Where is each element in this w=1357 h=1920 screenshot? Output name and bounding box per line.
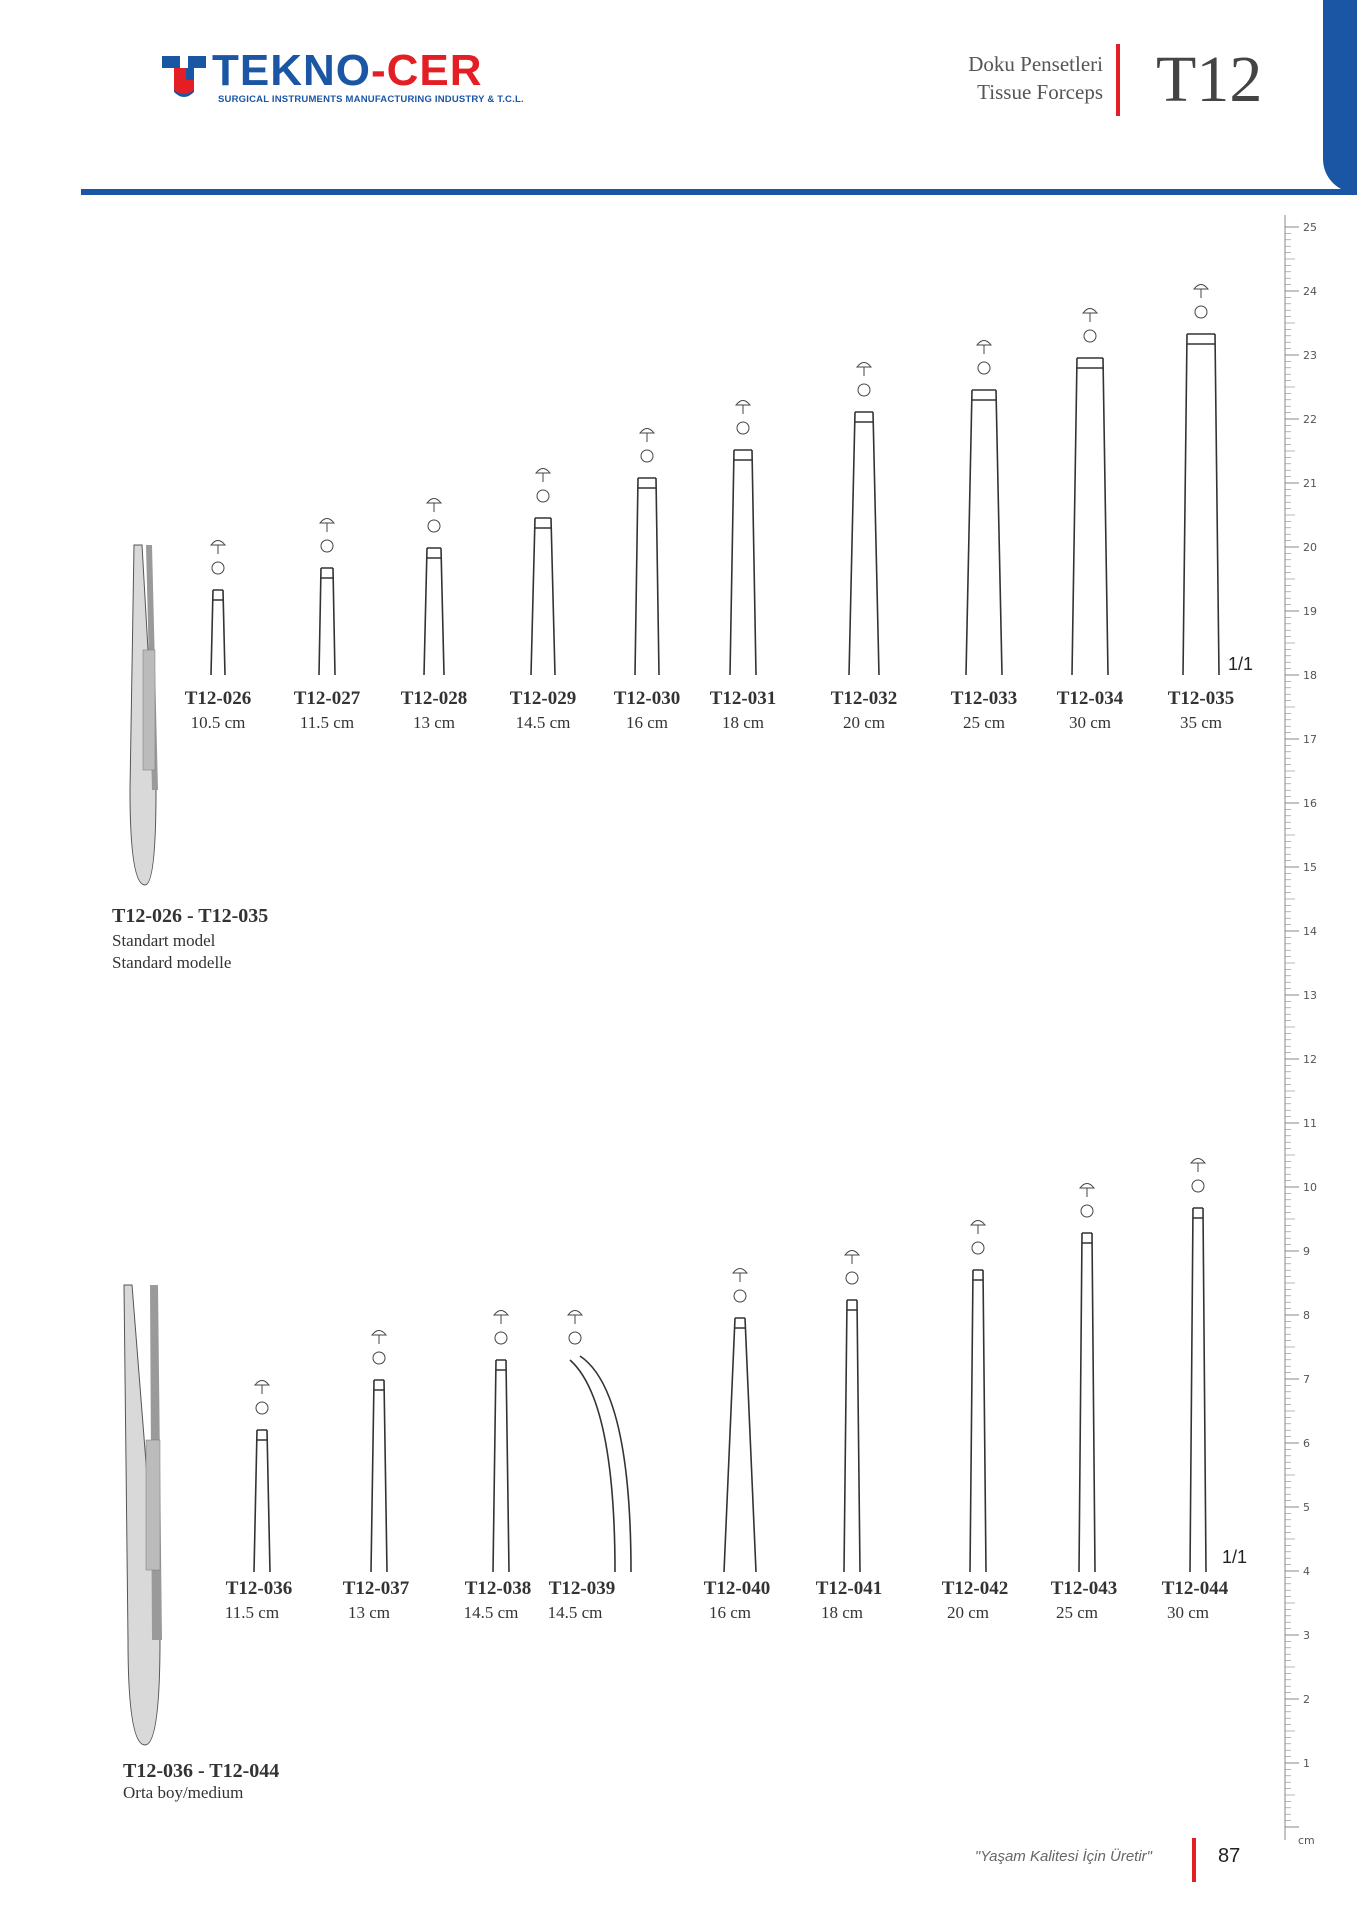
medium-forceps-illustration (124, 1285, 162, 1745)
standard-group-desc-tr: Standart model (112, 931, 216, 950)
model-code: T12-043 (1050, 1578, 1118, 1599)
footer-slogan: "Yaşam Kalitesi İçin Üretir" (974, 1848, 1152, 1865)
forceps-outline (730, 450, 756, 675)
model-size: 13 cm (347, 1603, 391, 1622)
medium-group-desc: Orta boy/medium (123, 1783, 244, 1802)
ruler-tick-label-19: 19 (1303, 605, 1317, 618)
tip-profile-icon (1191, 1159, 1205, 1173)
medium-scale-note: 1/1 (1222, 1547, 1248, 1567)
ruler-tick-label-11: 11 (1303, 1117, 1317, 1130)
tip-profile-icon (427, 499, 441, 513)
ruler-tick-label-3: 3 (1303, 1629, 1310, 1642)
model-code: T12-031 (709, 688, 777, 709)
forceps-item-t12-038 (493, 1311, 509, 1573)
forceps-item-t12-027 (319, 519, 335, 676)
ruler-tick-label-22: 22 (1303, 413, 1317, 426)
tip-profile-icon (494, 1311, 508, 1325)
category-title-en: Tissue Forceps (977, 80, 1103, 104)
forceps-item-t12-044 (1190, 1159, 1206, 1573)
model-code: T12-036 (225, 1578, 293, 1599)
tip-profile-icon (320, 519, 334, 533)
forceps-outline (970, 1270, 986, 1572)
tip-detail-icon (1192, 1180, 1204, 1192)
tip-detail-icon (256, 1402, 268, 1414)
forceps-item-t12-032 (849, 363, 879, 676)
ruler-tick-label-13: 13 (1303, 989, 1317, 1002)
forceps-outline (531, 518, 555, 675)
tip-profile-icon (568, 1311, 582, 1325)
model-code: T12-040 (703, 1578, 771, 1599)
ruler-tick-label-25: 25 (1303, 221, 1317, 234)
forceps-outline (1183, 334, 1219, 675)
model-code: T12-044 (1161, 1578, 1229, 1599)
forceps-item-t12-043 (1079, 1184, 1095, 1573)
forceps-item-t12-036 (254, 1381, 270, 1573)
tip-detail-icon (428, 520, 440, 532)
tip-profile-icon (1080, 1184, 1094, 1198)
model-code: T12-041 (815, 1578, 883, 1599)
ruler-tick-label-10: 10 (1303, 1181, 1317, 1194)
category-title-tr: Doku Pensetleri (968, 52, 1103, 76)
forceps-item-t12-035 (1183, 285, 1219, 676)
forceps-outline (211, 590, 225, 675)
model-code: T12-038 (464, 1578, 532, 1599)
ruler-tick-label-15: 15 (1303, 861, 1317, 874)
model-code: T12-039 (548, 1578, 616, 1599)
tip-detail-icon (1081, 1205, 1093, 1217)
tip-detail-icon (495, 1332, 507, 1344)
tip-profile-icon (971, 1221, 985, 1235)
tip-profile-icon (857, 363, 871, 377)
model-size: 30 cm (1068, 713, 1112, 732)
forceps-outline (635, 478, 659, 675)
forceps-outline (1190, 1208, 1206, 1572)
standard-group-desc-en: Standard modelle (112, 953, 232, 972)
tip-profile-icon (211, 541, 225, 555)
forceps-outline (844, 1300, 860, 1572)
ruler-tick-label-24: 24 (1303, 285, 1317, 298)
tip-profile-icon (977, 341, 991, 355)
model-size: 14.5 cm (463, 1603, 519, 1622)
forceps-item-t12-029 (531, 469, 555, 676)
model-size: 25 cm (1055, 1603, 1099, 1622)
model-code: T12-028 (400, 688, 468, 709)
ruler-tick-label-6: 6 (1303, 1437, 1310, 1450)
brand-subtitle: SURGICAL INSTRUMENTS MANUFACTURING INDUSTRY & T.C.L. (218, 94, 524, 105)
forceps-item-t12-031 (730, 401, 756, 676)
tip-profile-icon (372, 1331, 386, 1345)
tip-profile-icon (255, 1381, 269, 1395)
ruler-tick-label-18: 18 (1303, 669, 1317, 682)
forceps-outline (724, 1318, 756, 1572)
standard-group-range: T12-026 - T12-035 (112, 905, 269, 927)
tip-detail-icon (569, 1332, 581, 1344)
tip-detail-icon (737, 422, 749, 434)
model-code: T12-032 (830, 688, 898, 709)
forceps-outline (254, 1430, 270, 1572)
model-size: 25 cm (962, 713, 1006, 732)
ruler-tick-label-1: 1 (1303, 1757, 1310, 1770)
medium-forceps-drawings (0, 1000, 1357, 1800)
forceps-outline (424, 548, 444, 675)
forceps-item-t12-033 (966, 341, 1002, 676)
model-size: 20 cm (842, 713, 886, 732)
tip-detail-icon (972, 1242, 984, 1254)
ruler-tick-label-21: 21 (1303, 477, 1317, 490)
model-code: T12-026 (184, 688, 252, 709)
medium-group-range: T12-036 - T12-044 (123, 1760, 280, 1782)
model-size: 11.5 cm (299, 713, 355, 732)
model-code: T12-027 (293, 688, 361, 709)
forceps-outline (1079, 1233, 1095, 1572)
model-size: 18 cm (721, 713, 765, 732)
forceps-item-t12-041 (844, 1251, 860, 1573)
tip-detail-icon (734, 1290, 746, 1302)
tip-profile-icon (845, 1251, 859, 1265)
model-code: T12-033 (950, 688, 1018, 709)
ruler-tick-label-4: 4 (1303, 1565, 1310, 1578)
model-size: 10.5 cm (190, 713, 246, 732)
tip-detail-icon (321, 540, 333, 552)
ruler-tick-label-7: 7 (1303, 1373, 1310, 1386)
tip-detail-icon (858, 384, 870, 396)
model-code: T12-035 (1167, 688, 1235, 709)
model-size: 14.5 cm (515, 713, 571, 732)
forceps-item-t12-034 (1072, 309, 1108, 676)
model-code: T12-042 (941, 1578, 1009, 1599)
model-code: T12-029 (509, 688, 577, 709)
model-code: T12-034 (1056, 688, 1124, 709)
tip-profile-icon (1083, 309, 1097, 323)
forceps-outline (966, 390, 1002, 675)
ruler-tick-label-2: 2 (1303, 1693, 1310, 1706)
catalog-code: T12 (1156, 43, 1263, 116)
forceps-item-t12-030 (635, 429, 659, 676)
forceps-outline (849, 412, 879, 675)
model-code: T12-030 (613, 688, 681, 709)
tip-detail-icon (537, 490, 549, 502)
model-size: 20 cm (946, 1603, 990, 1622)
standard-forceps-illustration (130, 545, 158, 885)
ruler-tick-label-14: 14 (1303, 925, 1317, 938)
ruler-tick-label-17: 17 (1303, 733, 1317, 746)
tip-detail-icon (1084, 330, 1096, 342)
model-code: T12-037 (342, 1578, 410, 1599)
model-size: 14.5 cm (547, 1603, 603, 1622)
tip-detail-icon (846, 1272, 858, 1284)
ruler-tick-label-12: 12 (1303, 1053, 1317, 1066)
model-size: 16 cm (625, 713, 669, 732)
tip-detail-icon (641, 450, 653, 462)
tip-profile-icon (640, 429, 654, 443)
forceps-item-t12-028 (424, 499, 444, 676)
model-size: 13 cm (412, 713, 456, 732)
tip-detail-icon (373, 1352, 385, 1364)
tip-profile-icon (733, 1269, 747, 1283)
ruler-tick-label-23: 23 (1303, 349, 1317, 362)
model-size: 16 cm (708, 1603, 752, 1622)
page-number: 87 (1218, 1845, 1241, 1867)
forceps-item-t12-040 (724, 1269, 756, 1573)
forceps-outline (570, 1356, 631, 1572)
standard-scale-note: 1/1 (1228, 654, 1254, 674)
forceps-outline (371, 1380, 387, 1572)
model-size: 18 cm (820, 1603, 864, 1622)
forceps-outline (319, 568, 335, 675)
tip-detail-icon (212, 562, 224, 574)
model-size: 30 cm (1166, 1603, 1210, 1622)
forceps-item-t12-039 (568, 1311, 631, 1573)
tip-detail-icon (978, 362, 990, 374)
ruler-unit-label: cm (1298, 1834, 1315, 1847)
ruler-tick-label-20: 20 (1303, 541, 1317, 554)
forceps-outline (1072, 358, 1108, 675)
ruler-tick-label-9: 9 (1303, 1245, 1310, 1258)
forceps-item-t12-026 (211, 541, 225, 676)
footer-red-divider (1192, 1838, 1196, 1882)
tip-profile-icon (1194, 285, 1208, 299)
ruler-tick-label-8: 8 (1303, 1309, 1310, 1322)
ruler-tick-label-5: 5 (1303, 1501, 1310, 1514)
forceps-item-t12-037 (371, 1331, 387, 1573)
forceps-item-t12-042 (970, 1221, 986, 1573)
tip-profile-icon (736, 401, 750, 415)
forceps-outline (493, 1360, 509, 1572)
ruler-tick-label-16: 16 (1303, 797, 1317, 810)
tip-detail-icon (1195, 306, 1207, 318)
tip-profile-icon (536, 469, 550, 483)
brand-name: TEKNO-CER (212, 46, 483, 95)
model-size: 35 cm (1179, 713, 1223, 732)
model-size: 11.5 cm (224, 1603, 280, 1622)
